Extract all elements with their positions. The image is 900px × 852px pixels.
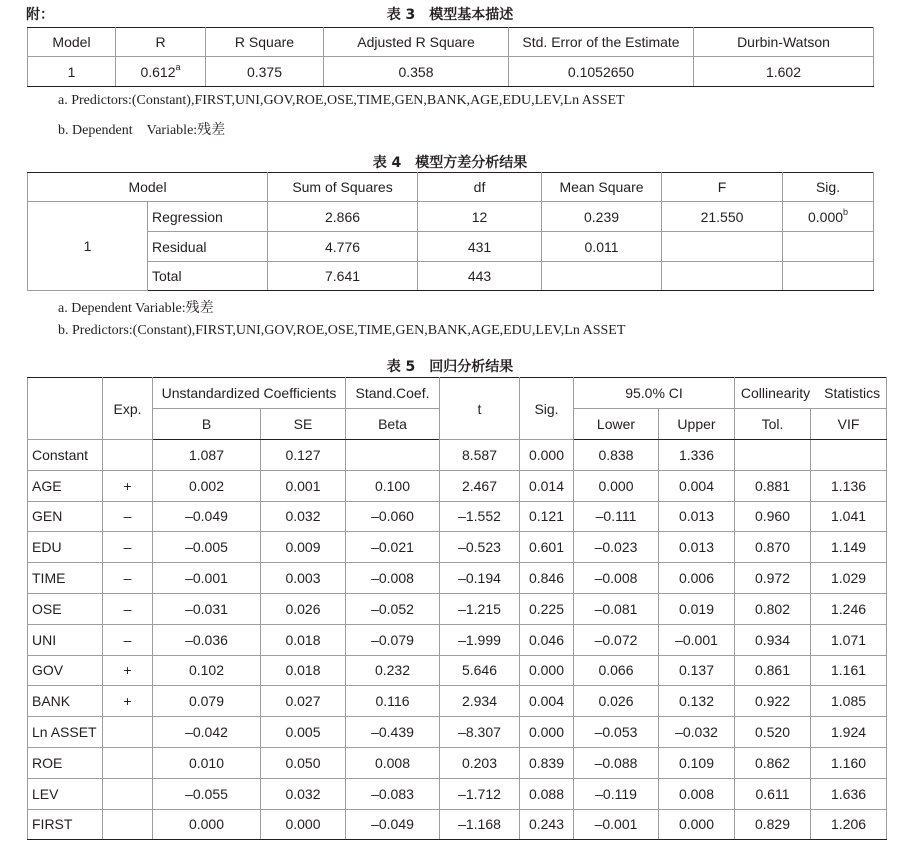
table5-row: [28, 440, 887, 471]
appendix-label: 附：: [26, 7, 54, 23]
expected-sign: –: [103, 624, 153, 655]
expected-sign: [103, 717, 153, 748]
coef-se: 0.005: [261, 717, 346, 748]
durbin-watson-value: 1.602: [694, 57, 874, 87]
vif: 1.160: [811, 747, 887, 778]
tolerance: 0.520: [735, 717, 811, 748]
table3-header-cell: R Square: [206, 28, 324, 57]
r-square-value: 0.375: [206, 57, 324, 87]
ci-upper: 0.013: [659, 532, 735, 563]
table5-subheader-beta: Beta: [346, 409, 440, 440]
variable-name: EDU: [28, 532, 103, 563]
ci-lower: 0.000: [574, 470, 659, 501]
vif: 1.161: [811, 655, 887, 686]
ci-lower: –0.008: [574, 563, 659, 594]
sig-value: 0.243: [520, 809, 574, 840]
footnote-marker: a: [175, 61, 181, 72]
variable-name: BANK: [28, 686, 103, 717]
tolerance: 0.862: [735, 747, 811, 778]
tolerance: 0.972: [735, 563, 811, 594]
sig-value: 0.000: [520, 655, 574, 686]
ci-lower: 0.066: [574, 655, 659, 686]
vif: 1.636: [811, 778, 887, 809]
tolerance: 0.861: [735, 655, 811, 686]
coef-beta: –0.021: [346, 532, 440, 563]
ci-upper: 0.004: [659, 470, 735, 501]
ci-lower: –0.119: [574, 778, 659, 809]
expected-sign: +: [103, 655, 153, 686]
t-value: 8.587: [440, 440, 520, 471]
coef-se: 0.032: [261, 778, 346, 809]
t-value: –1.215: [440, 593, 520, 624]
table5-row: [28, 686, 887, 717]
table5-header-std: Stand.Coef.: [346, 378, 440, 409]
ci-upper: 1.336: [659, 440, 735, 471]
tolerance: 0.934: [735, 624, 811, 655]
sig-cell: [783, 202, 874, 232]
mean-square: 0.011: [542, 232, 662, 262]
coef-se: 0.050: [261, 747, 346, 778]
ci-upper: 0.000: [659, 809, 735, 840]
coef-b: –0.001: [153, 563, 261, 594]
variable-name: GEN: [28, 501, 103, 532]
coef-beta: –0.008: [346, 563, 440, 594]
table5-regression: [27, 377, 887, 840]
ci-lower: –0.072: [574, 624, 659, 655]
ci-lower: –0.081: [574, 593, 659, 624]
sig-cell: [783, 262, 874, 291]
variable-name: LEV: [28, 778, 103, 809]
coef-se: 0.018: [261, 655, 346, 686]
coef-b: –0.042: [153, 717, 261, 748]
table4-header-row: [28, 173, 874, 202]
expected-sign: –: [103, 563, 153, 594]
tolerance: 0.829: [735, 809, 811, 840]
expected-sign: –: [103, 593, 153, 624]
table5-header-exp: Exp.: [103, 378, 153, 440]
ci-upper: 0.109: [659, 747, 735, 778]
table5-row: [28, 470, 887, 501]
sig-value: 0.046: [520, 624, 574, 655]
df: 431: [418, 232, 542, 262]
table5-subheader-se: SE: [261, 409, 346, 440]
t-value: –1.999: [440, 624, 520, 655]
table3-model-summary: [27, 27, 874, 87]
variable-name: AGE: [28, 470, 103, 501]
coef-beta: [346, 440, 440, 471]
coef-beta: –0.049: [346, 809, 440, 840]
sig-value: 0.839: [520, 747, 574, 778]
vif: 1.246: [811, 593, 887, 624]
table4-caption: 表 4 模型方差分析结果: [372, 155, 528, 171]
tolerance: 0.611: [735, 778, 811, 809]
expected-sign: [103, 778, 153, 809]
ci-lower: –0.053: [574, 717, 659, 748]
table5-row: [28, 778, 887, 809]
expected-sign: –: [103, 532, 153, 563]
variable-name: OSE: [28, 593, 103, 624]
table3-note-b: b. Dependent Variable:残差: [58, 123, 226, 138]
ci-upper: 0.019: [659, 593, 735, 624]
table5-subheader-lower: Lower: [574, 409, 659, 440]
ci-upper: 0.137: [659, 655, 735, 686]
table3-header-row: [28, 28, 874, 57]
table5-row: [28, 747, 887, 778]
t-value: –0.194: [440, 563, 520, 594]
coef-se: 0.018: [261, 624, 346, 655]
table5-header-ci: 95.0% CI: [574, 378, 735, 409]
coef-b: 0.010: [153, 747, 261, 778]
table3-header-cell: Std. Error of the Estimate: [509, 28, 694, 57]
sum-of-squares: 4.776: [268, 232, 418, 262]
vif: 1.136: [811, 470, 887, 501]
sig-value: 0.121: [520, 501, 574, 532]
std-error-value: 0.1052650: [509, 57, 694, 87]
table4-row-label: Total: [148, 262, 268, 291]
table5-subheader-tol: Tol.: [735, 409, 811, 440]
table3-header-cell: R: [116, 28, 206, 57]
sum-of-squares: 2.866: [268, 202, 418, 232]
expected-sign: [103, 440, 153, 471]
t-value: 0.203: [440, 747, 520, 778]
t-value: –1.552: [440, 501, 520, 532]
table4-row: [28, 262, 874, 291]
table3-header-cell: Model: [28, 28, 116, 57]
table5-subheader-upper: Upper: [659, 409, 735, 440]
ci-lower: 0.026: [574, 686, 659, 717]
table5-header-sig: Sig.: [520, 378, 574, 440]
footnote-marker: b: [843, 206, 849, 217]
table4-header-cell: Sum of Squares: [268, 173, 418, 202]
coef-beta: 0.116: [346, 686, 440, 717]
expected-sign: +: [103, 470, 153, 501]
sig-cell: [783, 232, 874, 262]
t-value: 2.467: [440, 470, 520, 501]
table4-header-cell: Sig.: [783, 173, 874, 202]
r-value: 0.612: [140, 63, 176, 80]
vif: 1.029: [811, 563, 887, 594]
table5-row: [28, 717, 887, 748]
table5-corner: [28, 378, 103, 440]
ci-lower: –0.001: [574, 809, 659, 840]
f-value: 21.550: [662, 202, 783, 232]
sig-value: 0.088: [520, 778, 574, 809]
coef-b: 0.079: [153, 686, 261, 717]
ci-upper: 0.008: [659, 778, 735, 809]
sig-value: 0.014: [520, 470, 574, 501]
coef-beta: 0.100: [346, 470, 440, 501]
coef-se: 0.027: [261, 686, 346, 717]
t-value: –1.712: [440, 778, 520, 809]
coef-beta: 0.008: [346, 747, 440, 778]
table4-anova: [27, 172, 874, 291]
coef-se: 0.127: [261, 440, 346, 471]
table5-header-collinearity: Collinearity Statistics: [735, 378, 887, 409]
model-number: 1: [28, 57, 116, 87]
table5-subheader-b: B: [153, 409, 261, 440]
vif: 1.071: [811, 624, 887, 655]
table4-model-number: 1: [28, 202, 148, 291]
coef-se: 0.009: [261, 532, 346, 563]
coef-se: 0.003: [261, 563, 346, 594]
variable-name: UNI: [28, 624, 103, 655]
table4-header-cell: Model: [28, 173, 268, 202]
table4-header-cell: F: [662, 173, 783, 202]
coef-b: –0.031: [153, 593, 261, 624]
table4-note-a: a. Dependent Variable:残差: [58, 301, 214, 316]
ci-lower: –0.023: [574, 532, 659, 563]
variable-name: TIME: [28, 563, 103, 594]
variable-name: GOV: [28, 655, 103, 686]
df: 12: [418, 202, 542, 232]
f-value: [662, 262, 783, 291]
sig-value: 0.846: [520, 563, 574, 594]
table5-row: [28, 593, 887, 624]
table4-header-cell: df: [418, 173, 542, 202]
table3-header-cell: Durbin-Watson: [694, 28, 874, 57]
table4-row: [28, 202, 874, 232]
mean-square: 0.239: [542, 202, 662, 232]
coef-se: 0.001: [261, 470, 346, 501]
table3-note-a: a. Predictors:(Constant),FIRST,UNI,GOV,ROE,OSE,TIME,GEN,BANK,AGE,EDU,LEV,Ln ASSET: [58, 93, 625, 108]
expected-sign: [103, 747, 153, 778]
coef-b: 0.002: [153, 470, 261, 501]
tolerance: 0.960: [735, 501, 811, 532]
table5-row: [28, 624, 887, 655]
table4-row-label: Regression: [148, 202, 268, 232]
vif: 1.085: [811, 686, 887, 717]
variable-name: ROE: [28, 747, 103, 778]
sig-value: 0.000: [520, 440, 574, 471]
sig-value: 0.225: [520, 593, 574, 624]
coef-beta: –0.439: [346, 717, 440, 748]
table5-row: [28, 655, 887, 686]
ci-upper: 0.006: [659, 563, 735, 594]
coef-se: 0.000: [261, 809, 346, 840]
coef-b: –0.036: [153, 624, 261, 655]
coef-b: –0.055: [153, 778, 261, 809]
table4-header-cell: Mean Square: [542, 173, 662, 202]
sig-value: 0.601: [520, 532, 574, 563]
vif: [811, 440, 887, 471]
table5-caption: 表 5 回归分析结果: [386, 359, 514, 375]
variable-name: Constant: [28, 440, 103, 471]
r-value-cell: [116, 57, 206, 87]
expected-sign: [103, 809, 153, 840]
ci-upper: 0.013: [659, 501, 735, 532]
coef-beta: –0.060: [346, 501, 440, 532]
ci-lower: –0.111: [574, 501, 659, 532]
t-value: –1.168: [440, 809, 520, 840]
tolerance: [735, 440, 811, 471]
tolerance: 0.802: [735, 593, 811, 624]
sig-value: 0.004: [520, 686, 574, 717]
mean-square: [542, 262, 662, 291]
vif: 1.149: [811, 532, 887, 563]
vif: 1.206: [811, 809, 887, 840]
tolerance: 0.881: [735, 470, 811, 501]
table5-row: [28, 532, 887, 563]
table4-note-b: b. Predictors:(Constant),FIRST,UNI,GOV,ROE,OSE,TIME,GEN,BANK,AGE,EDU,LEV,Ln ASSET: [58, 323, 626, 338]
sig-value: 0.000: [807, 208, 844, 225]
table5-header-t: t: [440, 378, 520, 440]
t-value: –8.307: [440, 717, 520, 748]
tolerance: 0.922: [735, 686, 811, 717]
ci-upper: 0.132: [659, 686, 735, 717]
table3-header-cell: Adjusted R Square: [324, 28, 509, 57]
ci-upper: –0.001: [659, 624, 735, 655]
vif: 1.924: [811, 717, 887, 748]
coef-se: 0.032: [261, 501, 346, 532]
coef-b: –0.005: [153, 532, 261, 563]
coef-b: 0.000: [153, 809, 261, 840]
ci-lower: –0.088: [574, 747, 659, 778]
adj-r-square-value: 0.358: [324, 57, 509, 87]
table3-data-row: [28, 57, 874, 87]
table4-row-label: Residual: [148, 232, 268, 262]
table3-caption: 表 3 模型基本描述: [386, 7, 514, 23]
sig-value: 0.000: [520, 717, 574, 748]
t-value: 2.934: [440, 686, 520, 717]
coef-b: 0.102: [153, 655, 261, 686]
table5-row: [28, 501, 887, 532]
coef-b: –0.049: [153, 501, 261, 532]
f-value: [662, 232, 783, 262]
expected-sign: +: [103, 686, 153, 717]
table5-subheader-vif: VIF: [811, 409, 887, 440]
tolerance: 0.870: [735, 532, 811, 563]
coef-b: 1.087: [153, 440, 261, 471]
table5-row: [28, 563, 887, 594]
sum-of-squares: 7.641: [268, 262, 418, 291]
coef-beta: 0.232: [346, 655, 440, 686]
coef-beta: –0.052: [346, 593, 440, 624]
table5-row: [28, 809, 887, 840]
expected-sign: –: [103, 501, 153, 532]
variable-name: Ln ASSET: [28, 717, 103, 748]
t-value: 5.646: [440, 655, 520, 686]
t-value: –0.523: [440, 532, 520, 563]
table4-row: [28, 232, 874, 262]
coef-beta: –0.083: [346, 778, 440, 809]
coef-beta: –0.079: [346, 624, 440, 655]
ci-lower: 0.838: [574, 440, 659, 471]
vif: 1.041: [811, 501, 887, 532]
table5-header-unstd: Unstandardized Coefficients: [153, 378, 346, 409]
variable-name: FIRST: [28, 809, 103, 840]
df: 443: [418, 262, 542, 291]
table5-header-row: [28, 378, 887, 409]
coef-se: 0.026: [261, 593, 346, 624]
ci-upper: –0.032: [659, 717, 735, 748]
